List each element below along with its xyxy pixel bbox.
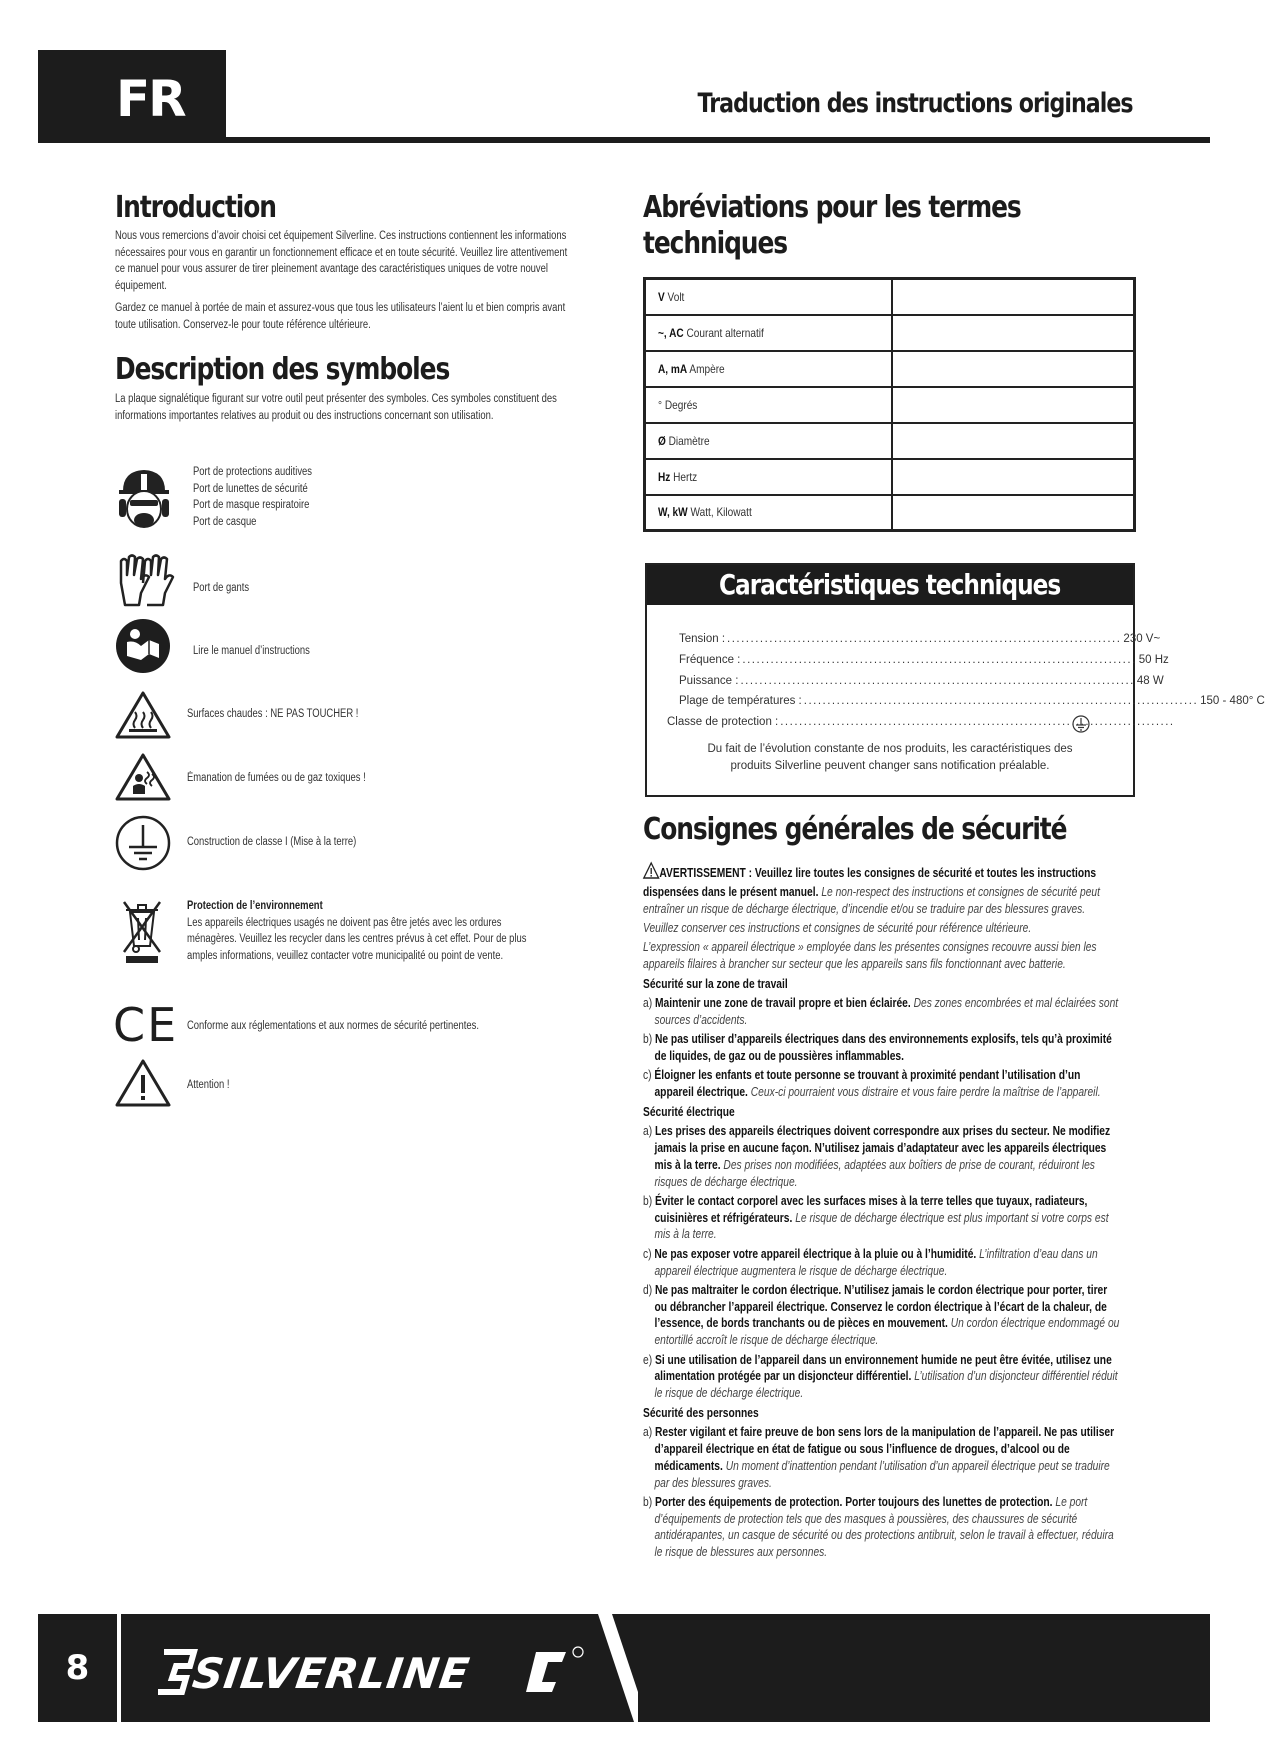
table-row (645, 351, 1135, 387)
abbreviations-heading (643, 190, 1021, 262)
language-badge (38, 50, 226, 143)
toxic-fumes-icon (115, 752, 171, 802)
ppe-text (193, 464, 312, 530)
item-italic: Le port d’équipements de protection tels que des masques à poussières, des chaussures de sécurité antidérapantes, un casque de sécurité ou des protections antibruit, selon le travail à effectuer, réduira le risque de blessures aux personnes. (654, 1494, 1114, 1560)
earth-class-icon (115, 815, 171, 871)
spec-row-frequency: Fréquence : .................................................................................... 50 Hz (679, 654, 1169, 666)
item-letter: e) (643, 1352, 653, 1367)
abbreviations-heading-line-2: techniques (643, 226, 788, 261)
intro-paragraph-1: Nous vous remercions d’avoir choisi cet équipement Silverline. Ces instructions contiennent les informations nécessaires pour vous en garantir un fonctionnement efficace et en toute sécurité. Veuillez lire attentivement ce manuel pour vous assurer de tirer pleinement avantage des caractéristiques uniques de votre nouvel équipement. (115, 230, 568, 292)
spec-label: Fréquence : (679, 654, 741, 666)
list-item (643, 1031, 1120, 1065)
safety-keep-instructions: Veuillez conserver ces instructions et consignes de sécurité pour référence ultérieure. (643, 920, 1032, 935)
item-bold: Ne pas maltraiter le cordon électrique. N’utilisez jamais le cordon électrique pour porter, tirer ou débrancher l’appareil électrique. Conservez le cordon électrique à l’écart de la chaleur, de l’essence, de bords tranchants ou de pièces en mouvement. (654, 1282, 1108, 1331)
abbr-meaning: Hertz (673, 469, 698, 484)
environment-line-1: Les appareils électriques usagés ne doivent pas être jetés avec les ordures (187, 916, 502, 929)
item-bold: Éloigner les enfants et toute personne se trouvant à proximité pendant l’utilisation d’un appareil électrique. (654, 1068, 1081, 1100)
silverline-logo (158, 1638, 598, 1709)
spec-label: Tension : (679, 633, 726, 645)
abbr-code: W, kW (658, 505, 688, 520)
list-item (643, 1494, 1120, 1561)
environment-line-3: amples informations, veuillez contacter votre municipalité ou point de vente. (187, 949, 504, 962)
earth-class-text: Construction de classe I (Mise à la terre) (187, 836, 357, 848)
list-item (643, 1067, 1120, 1101)
safety-heading: Consignes générales de sécurité (643, 812, 1067, 847)
spec-value: 48 W (1136, 675, 1164, 687)
manual-text: Lire le manuel d’instructions (193, 645, 310, 657)
item-bold: Maintenir une zone de travail propre et bien éclairée. (654, 996, 911, 1011)
spec-label: Puissance : (679, 675, 739, 687)
spec-value: 150 - 480° C (1200, 695, 1265, 707)
spec-row-temperature: Plage de températures : .................................................................................... 150 - 480° C (679, 695, 1265, 707)
specifications-note: Du fait de l’évolution constante de nos produits, les caractéristiques des produits Silverline peuvent changer sans notification préalable. (707, 743, 1073, 772)
item-letter: a) (643, 996, 653, 1011)
spec-row-voltage: Tension : .................................................................................... 230 V~ (679, 633, 1161, 645)
abbr-meaning: Degrés (664, 397, 698, 412)
abbreviations-table (643, 277, 1136, 532)
ppe-ear: Port de protections auditives (193, 466, 312, 478)
ppe-helmet: Port de casque (193, 515, 257, 528)
safety-warning-italic: Le non-respect des instructions et consignes de sécurité peut entraîner un risque de décharge électrique, d’incendie et/ou se traduire par des blessures graves. (643, 884, 1100, 916)
abbr-code: A, mA (658, 361, 688, 376)
table-row (645, 459, 1135, 495)
item-bold: Porter des équipements de protection. Porter toujours des lunettes de protection. (654, 1494, 1053, 1509)
item-italic: Des prises non modifiées, adaptées aux boîtiers de prise de courant, réduiront les risques de décharge électrique. (654, 1157, 1095, 1189)
list-item (643, 1424, 1120, 1491)
item-letter: d) (643, 1282, 653, 1297)
spec-row-power: Puissance : .................................................................................... 48 W (679, 675, 1164, 687)
symbols-intro: La plaque signalétique figurant sur votre outil peut présenter des symboles. Ces symboles constituent des informations importantes relatives au produit ou des instructions concernant son utilisation. (115, 393, 557, 422)
environment-title: Protection de l’environnement (187, 900, 323, 912)
table-row (645, 495, 1135, 531)
item-letter: a) (643, 1425, 653, 1440)
safety-expression-definition: L’expression « appareil électrique » employée dans les présentes consignes recouvre aussi bien les appareils filaires à brancher sur secteur que les appareils sans fils fonctionnant avec batterie. (643, 940, 1097, 971)
item-letter: b) (643, 1193, 653, 1208)
toxic-fumes-text: Émanation de fumées ou de gaz toxiques ! (187, 772, 366, 784)
list-item (643, 1246, 1120, 1280)
abbr-meaning: Volt (667, 289, 685, 304)
environment-line-2: ménagères. Veuillez les recycler dans les centres prévus à cet effet. Pour de plus (187, 933, 527, 945)
item-italic: Des zones encombrées et mal éclairées sont sources d’accidents. (654, 996, 1119, 1027)
footer-divider (117, 1614, 121, 1722)
electrical-safety-title: Sécurité électrique (643, 1104, 735, 1119)
header-rule (38, 137, 1210, 143)
item-letter: b) (643, 1494, 653, 1509)
earth-class-small-icon (1072, 715, 1090, 738)
ce-mark-icon (113, 998, 179, 1052)
spec-value: 50 Hz (1138, 654, 1169, 666)
item-letter: b) (643, 1032, 653, 1047)
table-row (645, 387, 1135, 423)
table-row (645, 423, 1135, 459)
item-letter: a) (643, 1124, 653, 1139)
spec-row-protection-class: Classe de protection : .................................................................................... (667, 716, 1175, 728)
safety-text (643, 862, 1120, 1564)
ppe-mask: Port de masque respiratoire (193, 499, 310, 511)
item-italic: Le risque de décharge électrique est plus important si votre corps est mis à la terre. (654, 1210, 1109, 1242)
ce-text: Conforme aux réglementations et aux normes de sécurité pertinentes. (187, 1020, 479, 1032)
attention-text: Attention ! (187, 1079, 230, 1091)
specifications-title-text: Caractéristiques techniques (719, 568, 1061, 601)
item-letter: c) (643, 1246, 652, 1261)
abbr-meaning: Watt, Kilowatt (690, 505, 752, 520)
work-area-safety-title: Sécurité sur la zone de travail (643, 976, 788, 991)
spec-label: Classe de protection : (667, 716, 779, 728)
page-title: Traduction des instructions originales (697, 88, 1133, 119)
warning-triangle-small-icon (643, 862, 659, 884)
abbr-code: V (658, 289, 665, 304)
abbr-meaning: Ampère (689, 361, 725, 376)
hot-surface-text: Surfaces chaudes : NE PAS TOUCHER ! (187, 708, 359, 720)
ce-mark: CE (113, 998, 179, 1052)
list-item (643, 995, 1120, 1029)
list-item (643, 1123, 1120, 1190)
item-bold: Ne pas exposer votre appareil électrique à la pluie ou à l’humidité. (654, 1246, 977, 1261)
table-row (645, 315, 1135, 351)
gloves-text: Port de gants (193, 582, 250, 594)
footer-fill (638, 1614, 1210, 1722)
abbr-meaning: Diamètre (668, 433, 710, 448)
hot-surface-icon (115, 690, 171, 740)
item-italic: L’infiltration d’eau dans un appareil électrique augmentera le risque de décharge électrique. (654, 1246, 1098, 1278)
list-item (643, 1193, 1120, 1243)
item-italic: L’utilisation d’un disjoncteur différentiel réduit le risque de décharge électrique. (654, 1369, 1118, 1401)
ppe-icon (115, 465, 173, 533)
intro-heading: Introduction (115, 190, 276, 225)
weee-bin-icon (120, 898, 164, 964)
item-italic: Un cordon électrique endommagé ou entortillé accroît le risque de décharge électrique. (654, 1316, 1120, 1348)
safety-warning-bold: AVERTISSEMENT : Veuillez lire toutes les consignes de sécurité et toutes les instructions dispensées dans le présent manuel. (643, 866, 1097, 899)
item-italic: Un moment d’inattention pendant l’utilisation d’un appareil électrique peut se traduire par des blessures graves. (654, 1458, 1110, 1490)
abbreviations-heading-line-1: Abréviations pour les termes (643, 190, 1021, 225)
abbr-code: Hz (658, 469, 671, 484)
symbols-heading: Description des symboles (115, 352, 450, 387)
manual-icon (115, 618, 171, 674)
specifications-title (647, 565, 1133, 605)
item-bold: Ne pas utiliser d’appareils électriques dans des environnements explosifs, tels qu’à proximité de liquides, de gaz ou de poussières inflammables. (654, 1032, 1112, 1063)
item-bold: Les prises des appareils électriques doivent correspondre aux prises du secteur. Ne modifiez jamais la prise en aucune façon. N’utilisez jamais d’adaptateur avec les appareils électriques mis à la terre. (654, 1124, 1111, 1172)
page-number: 8 (65, 1648, 90, 1688)
gloves-icon (115, 553, 179, 607)
item-bold: Rester vigilant et faire preuve de bon sens lors de la manipulation de l’appareil. Ne pas utiliser d’appareil électrique en état de fatigue ou sous l’influence de drogues, d’alcool ou de médicaments. (654, 1425, 1115, 1473)
item-italic: Ceux-ci pourraient vous distraire et vous faire perdre la maîtrise de l’appareil. (750, 1085, 1101, 1100)
abbr-meaning: Courant alternatif (686, 325, 764, 340)
safety-warning (643, 862, 1120, 917)
warning-triangle-icon (115, 1058, 171, 1108)
item-bold: Éviter le contact corporel avec les surfaces mises à la terre telles que tuyaux, radiateurs, cuisinières et réfrigérateurs. (654, 1193, 1088, 1225)
footer-bar (38, 1614, 1210, 1722)
intro-paragraph-2: Gardez ce manuel à portée de main et assurez-vous que tous les utilisateurs l’aient lu et bien compris avant toute utilisation. Conservez-le pour toute référence ultérieure. (115, 302, 566, 331)
list-item (643, 1352, 1120, 1402)
personal-safety-title: Sécurité des personnes (643, 1405, 759, 1420)
spec-label: Plage de températures : (679, 695, 802, 707)
list-item (643, 1282, 1120, 1349)
item-bold: Si une utilisation de l’appareil dans un environnement humide ne peut être évitée, utilisez une alimentation protégée par un disjoncteur différentiel. (654, 1352, 1112, 1384)
spec-value: 230 V~ (1123, 633, 1161, 645)
silverline-logo-wordmark: SILVERLINE (189, 1649, 473, 1698)
ppe-eye: Port de lunettes de sécurité (193, 482, 308, 495)
language-code: FR (116, 70, 185, 128)
table-row (645, 279, 1135, 315)
item-letter: c) (643, 1068, 652, 1083)
specifications-box (645, 563, 1265, 797)
abbr-code: ° (658, 397, 663, 412)
abbr-code: ~, AC (658, 325, 684, 340)
environment-text (187, 898, 526, 964)
abbr-code: Ø (658, 433, 666, 448)
